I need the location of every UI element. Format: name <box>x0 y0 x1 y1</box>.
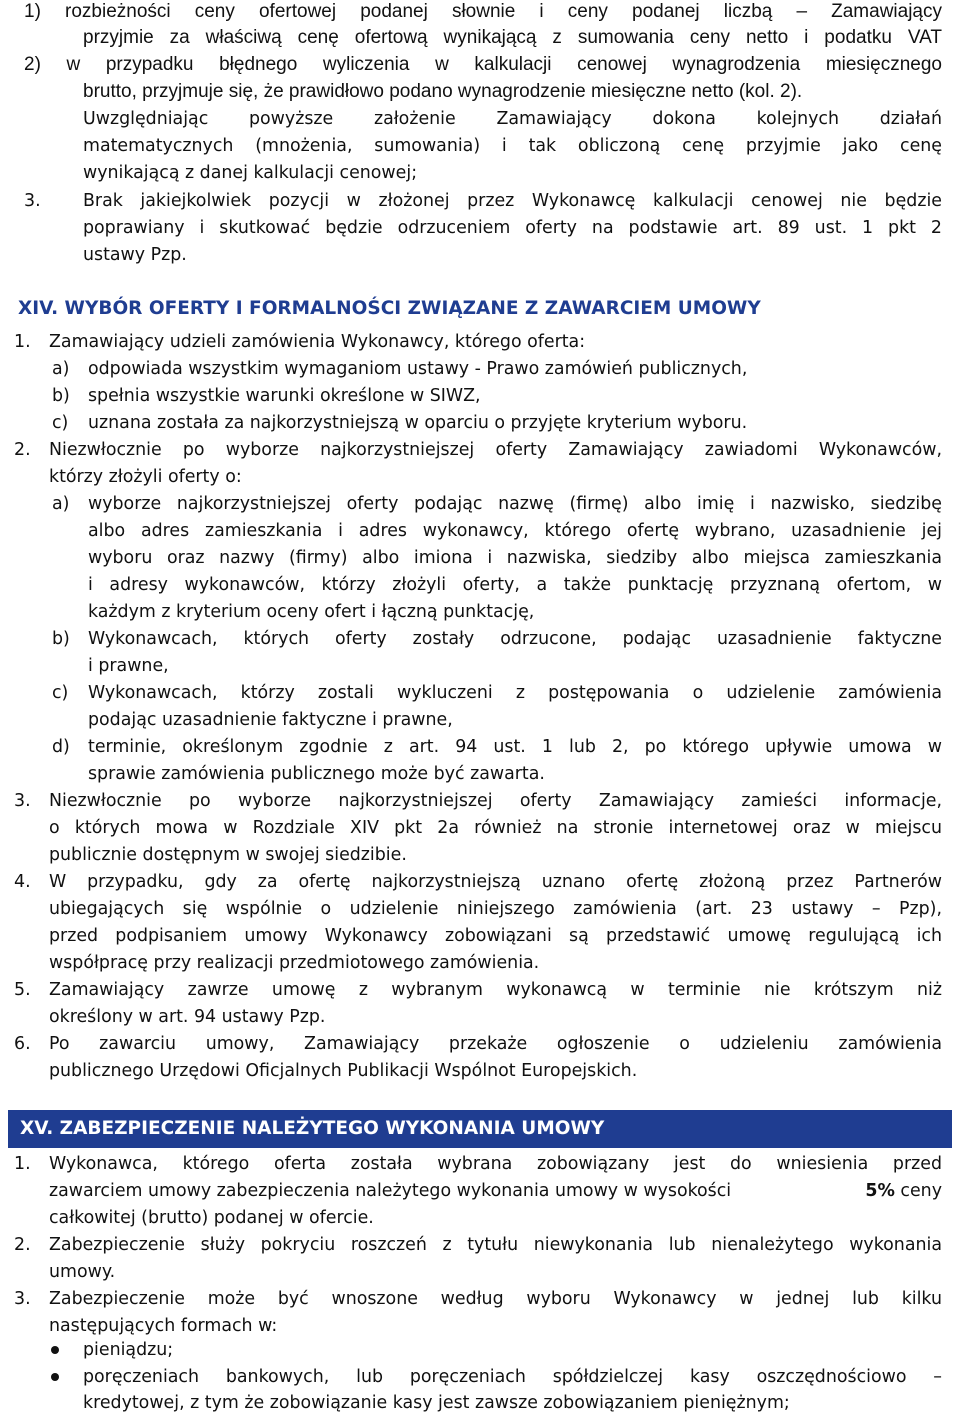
percent-value: 5% <box>865 1181 895 1201</box>
text-line: pieniądzu; <box>83 1340 174 1360</box>
text-span: ceny <box>900 1181 942 1201</box>
text-line: poręczeniach bankowych, lub poręczeniach spółdzielczej kasy oszczędnościowo – <box>83 1367 942 1387</box>
text-line: i adresy wykonawców, którzy złożyli oferty, a także punktację przyznaną ofertom, w <box>88 575 942 595</box>
text-line: ubiegających się wspólnie o udzielenie niniejszego zamówienia (art. 23 ustawy – Pzp), <box>49 899 942 919</box>
text-line: matematycznych (mnożenia, sumowania) i tak obliczoną cenę przyjmie jako cenę <box>83 136 942 156</box>
text-line: odpowiada wszystkim wymaganiom ustawy - Prawo zamówień publicznych, <box>88 359 748 379</box>
text-line: Niezwłocznie po wyborze najkorzystniejszej oferty Zamawiający zawiadomi Wykonawców, <box>49 440 942 460</box>
text-line: Wykonawca, którego oferta została wybrana zobowiązany jest do wniesienia przed <box>49 1154 942 1174</box>
list-number: 3. <box>14 791 31 811</box>
section-xv-heading: XV. ZABEZPIECZENIE NALEŻYTEGO WYKONANIA UMOWY <box>20 1118 605 1139</box>
text-line: ustawy Pzp. <box>83 245 187 265</box>
list-letter: c) <box>52 413 69 433</box>
list-number: 5. <box>14 980 31 1000</box>
text-line: kredytowej, z tym że zobowiązanie kasy jest zawsze zobowiązaniem pieniężnym; <box>83 1393 790 1413</box>
text-line: Zamawiający udzieli zamówienia Wykonawcy, którego oferta: <box>49 332 586 352</box>
list-letter: b) <box>52 629 70 649</box>
text-line: Wykonawcach, których oferty zostały odrzucone, podając uzasadnienie faktyczne <box>88 629 942 649</box>
text-line: o których mowa w Rozdziale XIV pkt 2a również na stronie internetowej oraz w miejscu <box>49 818 942 838</box>
text-line: sprawie zamówienia publicznego może być zawarta. <box>88 764 545 784</box>
section-xv-heading-bar <box>8 1110 952 1148</box>
text-line: przyjmie za właściwą cenę ofertową wynikającą z sumowania ceny netto i podatku VAT <box>83 27 942 48</box>
text-line: 2) w przypadku błędnego wyliczenia w kalkulacji cenowej wynagrodzenia miesięcznego <box>24 54 942 75</box>
text-line: wynikającą z danej kalkulacji cenowej; <box>83 163 418 183</box>
list-number: 3. <box>24 191 41 211</box>
text-line: całkowitej (brutto) podanej w ofercie. <box>49 1208 374 1228</box>
list-number: 1. <box>14 332 31 352</box>
text-line: W przypadku, gdy za ofertę najkorzystniejszą uznano ofertę złożoną przez Partnerów <box>49 872 942 892</box>
text-line: 1) rozbieżności ceny ofertowej podanej słownie i ceny podanej liczbą – Zamawiający <box>24 1 942 22</box>
text-line: Brak jakiejkolwiek pozycji w złożonej przez Wykonawcę kalkulacji cenowej nie będzie <box>83 191 942 211</box>
text-line: wyboru oraz nazwy (firmy) albo imiona i nazwiska, siedziby albo miejsca zamieszkania <box>88 548 942 568</box>
text-line: Zamawiający zawrze umowę z wybranym wykonawcą w terminie nie krótszym niż <box>49 980 942 1000</box>
text-line: wyborze najkorzystniejszej oferty podając nazwę (firmę) albo imię i nazwisko, siedzibę <box>88 494 942 514</box>
text-line: Po zawarciu umowy, Zamawiający przekaże ogłoszenie o udzieleniu zamówienia <box>49 1034 942 1054</box>
text-line: następujących formach w: <box>49 1316 278 1336</box>
section-xiv-heading: XIV. WYBÓR OFERTY I FORMALNOŚCI ZWIĄZANE Z ZAWARCIEM UMOWY <box>18 298 761 319</box>
text-line: podając uzasadnienie faktyczne i prawne, <box>88 710 453 730</box>
list-letter: b) <box>52 386 70 406</box>
text-line: publicznie dostępnym w swojej siedzibie. <box>49 845 407 865</box>
text-line: którzy złożyli oferty o: <box>49 467 242 487</box>
text-line: poprawiany i skutkować będzie odrzuceniem oferty na podstawie art. 89 ust. 1 pkt 2 <box>83 218 942 238</box>
text-line: uznana została za najkorzystniejszą w oparciu o przyjęte kryterium wyboru. <box>88 413 748 433</box>
bullet-icon <box>51 1373 59 1381</box>
list-number: 2. <box>14 1235 31 1255</box>
text-line: Wykonawcach, którzy zostali wykluczeni z postępowania o udzielenie zamówienia <box>88 683 942 703</box>
text-line: publicznego Urzędowi Oficjalnych Publikacji Wspólnot Europejskich. <box>49 1061 638 1081</box>
list-letter: d) <box>52 737 70 757</box>
text-line: i prawne, <box>88 656 169 676</box>
list-letter: c) <box>52 683 69 703</box>
text-line <box>49 1179 942 1203</box>
list-number: 2. <box>14 440 31 460</box>
list-letter: a) <box>52 359 70 379</box>
bullet-icon <box>51 1346 59 1354</box>
text-line: umowy. <box>49 1262 116 1282</box>
list-letter: a) <box>52 494 70 514</box>
text-line: przed podpisaniem umowy Wykonawcy zobowiązani są przedstawić umowę regulującą ich <box>49 926 942 946</box>
text-line: spełnia wszystkie warunki określone w SIWZ, <box>88 386 481 406</box>
list-number: 6. <box>14 1034 31 1054</box>
text-line: każdym z kryterium oceny ofert i łączną punktację, <box>88 602 535 622</box>
text-line: albo adres zamieszkania i adres wykonawcy, którego ofertę wybrano, uzasadnienie jej <box>88 521 942 541</box>
text-span <box>865 1179 942 1203</box>
text-line: Niezwłocznie po wyborze najkorzystniejszej oferty Zamawiający zamieści informacje, <box>49 791 942 811</box>
text-line: Zabezpieczenie służy pokryciu roszczeń z tytułu niewykonania lub nienależytego wykonania <box>49 1235 942 1255</box>
text-line: współpracę przy realizacji przedmiotowego zamówienia. <box>49 953 540 973</box>
list-number: 1. <box>14 1154 31 1174</box>
list-number: 3. <box>14 1289 31 1309</box>
text-line: terminie, określonym zgodnie z art. 94 ust. 1 lub 2, po którego upływie umowa w <box>88 737 942 757</box>
text-line: określony w art. 94 ustawy Pzp. <box>49 1007 326 1027</box>
text-line: Uwzględniając powyższe założenie Zamawiający dokona kolejnych działań <box>83 109 942 129</box>
list-number: 4. <box>14 872 31 892</box>
text-line: brutto, przyjmuje się, że prawidłowo podano wynagrodzenie miesięczne netto (kol. 2). <box>83 81 803 102</box>
text-span: zawarciem umowy zabezpieczenia należytego wykonania umowy w wysokości <box>49 1181 732 1201</box>
text-line: Zabezpieczenie może być wnoszone według wyboru Wykonawcy w jednej lub kilku <box>49 1289 942 1309</box>
